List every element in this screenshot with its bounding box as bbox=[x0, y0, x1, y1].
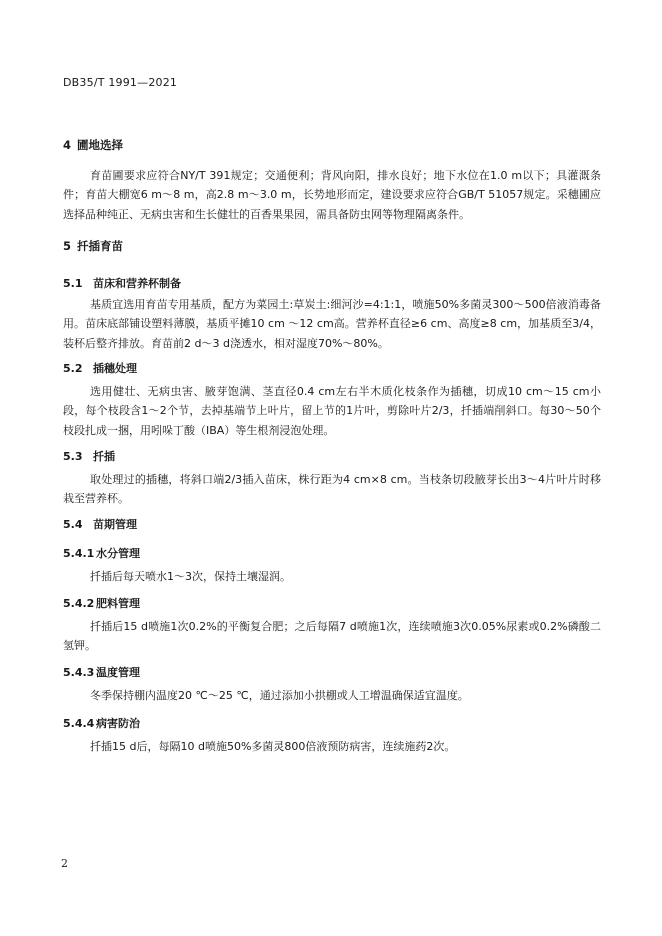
section-5-4-4-paragraph: 扦插15 d后，每隔10 d喷施50%多菌灵800倍液预防病害，连续施药2次。 bbox=[90, 740, 456, 753]
section-number: 5.4.2 bbox=[63, 597, 95, 610]
section-5-4-heading bbox=[63, 516, 137, 532]
section-number: 5.4.4 bbox=[63, 717, 95, 730]
section-number: 5.2 bbox=[63, 362, 83, 375]
section-5-heading bbox=[63, 238, 123, 254]
section-title: 圃地选择 bbox=[77, 138, 123, 152]
section-5-4-4-heading bbox=[63, 715, 140, 731]
section-title: 扦插 bbox=[93, 450, 115, 463]
section-title: 苗期管理 bbox=[93, 518, 137, 531]
section-title: 肥料管理 bbox=[96, 597, 140, 610]
section-4-heading bbox=[63, 137, 123, 153]
section-title: 病害防治 bbox=[96, 717, 140, 730]
section-title: 插穗处理 bbox=[93, 362, 137, 375]
section-number: 4 bbox=[63, 138, 72, 152]
section-number: 5.3 bbox=[63, 450, 83, 463]
section-number: 5.4.1 bbox=[63, 547, 95, 560]
section-5-4-3-paragraph: 冬季保持棚内温度20 ℃～25 ℃，通过添加小拱棚或人工增温确保适宜温度。 bbox=[90, 689, 469, 702]
section-5-4-3-heading bbox=[63, 664, 140, 680]
section-5-1-heading bbox=[63, 275, 181, 291]
section-5-2-paragraph: 选用健壮、无病虫害、腋芽饱满、茎直径0.4 cm左右半木质化枝条作为插穗，切成10 cm～15 cm小段，每个枝段含1～2个节，去掉基端节上叶片，留上节的1片叶，剪除叶片2/3，扦插端削斜口。每30～50个枝段扎成一捆，用吲哚丁酸（IBA）等生根剂浸泡处理。 bbox=[63, 385, 601, 437]
section-number: 5.4 bbox=[63, 518, 83, 531]
section-title: 水分管理 bbox=[96, 547, 140, 560]
section-5-4-1-heading bbox=[63, 545, 140, 561]
section-number: 5.1 bbox=[63, 277, 83, 290]
section-title: 苗床和营养杯制备 bbox=[93, 277, 181, 290]
section-number: 5.4.3 bbox=[63, 666, 95, 679]
page-number: 2 bbox=[61, 857, 68, 870]
section-5-3-heading bbox=[63, 448, 115, 464]
section-5-1-paragraph: 基质宜选用育苗专用基质，配方为菜园土:草炭土:细河沙=4:1:1，喷施50%多菌灵300～500倍液消毒备用。苗床底部铺设塑料薄膜，基质平摊10 cm ～12 cm高。营养杯直径≥6 cm、高度≥8 cm，加基质至3/4，装杯后整齐排放。育苗前2 d～3 d浇透水，相对湿度70%～80%。 bbox=[63, 298, 601, 350]
section-4-paragraph: 育苗圃要求应符合NY/T 391规定；交通便利；背风向阳，排水良好；地下水位在1.0 m以下；具灌溉条件；育苗大棚宽6 m～8 m，高2.8 m～3.0 m，长势地形而定，建设要求应符合GB/T 51057规定。采穗圃应选择品种纯正、无病虫害和生长健壮的百香果果园，需具备防虫网等物理隔离条件。 bbox=[63, 169, 601, 221]
document-code-header: DB35/T 1991—2021 bbox=[63, 76, 178, 89]
section-5-3-paragraph: 取处理过的插穗，将斜口端2/3插入苗床，株行距为4 cm×8 cm。当枝条切段腋芽长出3～4片叶片时移栽至营养杯。 bbox=[63, 473, 601, 506]
section-5-4-1-paragraph: 扦插后每天喷水1～3次，保持土壤湿润。 bbox=[90, 570, 291, 583]
section-5-4-2-paragraph: 扦插后15 d喷施1次0.2%的平衡复合肥；之后每隔7 d喷施1次，连续喷施3次0.05%尿素或0.2%磷酸二氢钾。 bbox=[63, 620, 601, 653]
section-title: 扦插育苗 bbox=[77, 239, 123, 253]
section-number: 5 bbox=[63, 239, 72, 253]
section-5-2-heading bbox=[63, 360, 137, 376]
section-5-4-2-heading bbox=[63, 595, 140, 611]
section-title: 温度管理 bbox=[96, 666, 140, 679]
